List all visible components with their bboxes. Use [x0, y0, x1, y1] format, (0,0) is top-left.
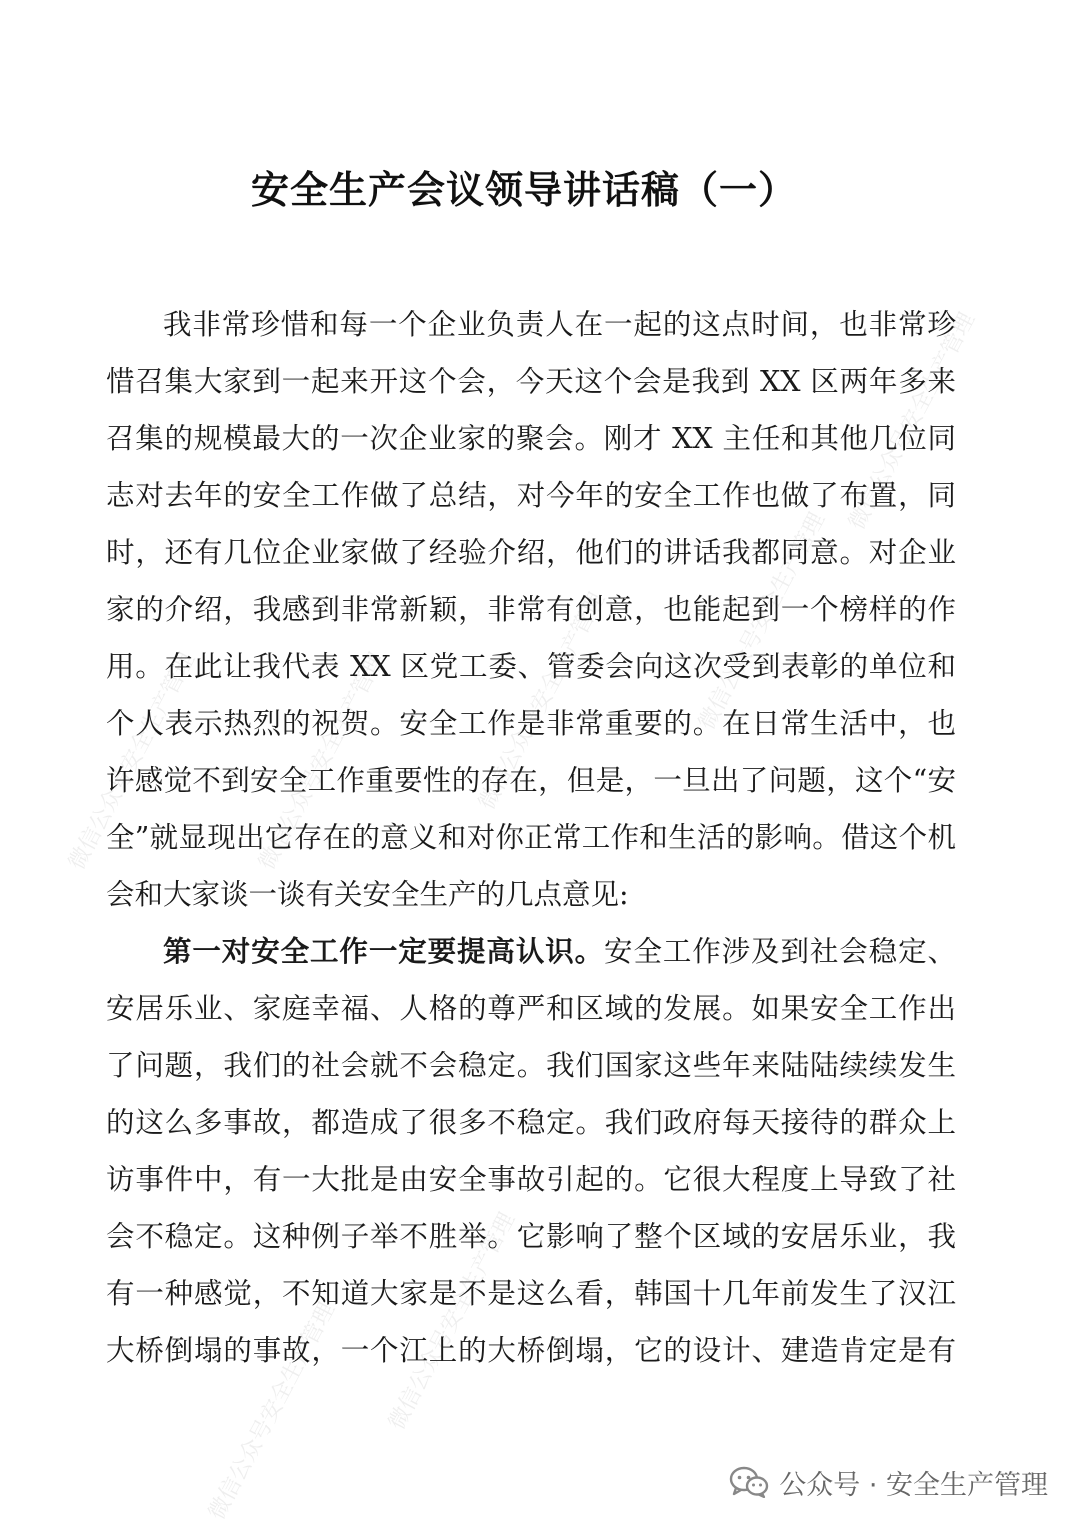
paragraph-line: 我非常珍惜和每一个企业负责人在一起的这点时间，也非常珍 [163, 308, 956, 341]
paragraph-line: 全”就显现出它存在的意义和对你正常工作和生活的影响。借这个机 [106, 821, 956, 854]
wechat-icon [729, 1466, 769, 1498]
paragraph-line: 了问题，我们的社会就不会稳定。我们国家这些年来陆陆续续发生 [106, 1049, 956, 1082]
watermark: 微信公众号安全生产管理 [384, 1208, 521, 1435]
footer-text: 公众号 · 安全生产管理 [779, 1469, 1048, 1501]
watermark: 微信公众号安全生产管理 [844, 308, 981, 535]
watermark: 微信公众号安全生产管理 [474, 588, 611, 815]
paragraph-line: 家的介绍，我感到非常新颖，非常有创意，也能起到一个榜样的作 [106, 593, 956, 626]
paragraph-line: 的这么多事故，都造成了很多不稳定。我们政府每天接待的群众上 [106, 1106, 956, 1139]
paragraph-text: 安全工作涉及到社会稳定、 [604, 935, 956, 968]
paragraph-line: 个人表示热烈的祝贺。安全工作是非常重要的。在日常生活中，也 [106, 707, 956, 740]
paragraph-line: 时，还有几位企业家做了经验介绍，他们的讲话我都同意。对企业 [106, 536, 956, 569]
watermark: 微信公众号安全生产管理 [64, 648, 201, 875]
paragraph-line [106, 923, 956, 980]
watermark: 微信公众号安全生产管理 [694, 508, 831, 735]
paragraph-line: 安居乐业、家庭幸福、人格的尊严和区域的发展。如果安全工作出 [106, 992, 956, 1025]
document-body [106, 296, 956, 1379]
paragraph-line: 会和大家谈一谈有关安全生产的几点意见: [106, 878, 629, 911]
paragraph-line: 访事件中，有一大批是由安全事故引起的。它很大程度上导致了社 [106, 1163, 956, 1196]
watermark: 微信公众号安全生产管理 [254, 648, 391, 875]
document-title: 安全生产会议领导讲话稿（一） [250, 168, 797, 212]
paragraph-line: 会不稳定。这种例子举不胜举。它影响了整个区域的安居乐业，我 [106, 1220, 956, 1253]
paragraph-line: 惜召集大家到一起来开这个会，今天这个会是我到 XX 区两年多来 [106, 365, 956, 398]
source-footer [729, 1460, 1048, 1504]
paragraph-line: 有一种感觉，不知道大家是不是这么看，韩国十几年前发生了汉江 [106, 1277, 956, 1310]
paragraph-line: 大桥倒塌的事故，一个江上的大桥倒塌，它的设计、建造肯定是有 [106, 1334, 956, 1367]
paragraph-line: 用。在此让我代表 XX 区党工委、管委会向这次受到表彰的单位和 [106, 650, 956, 683]
watermark: 微信公众号安全生产管理 [204, 1298, 341, 1525]
section-heading: 第一对安全工作一定要提高认识。 [163, 934, 605, 968]
paragraph-line: 志对去年的安全工作做了总结，对今年的安全工作也做了布置，同 [106, 479, 956, 512]
paragraph-line: 许感觉不到安全工作重要性的存在，但是，一旦出了问题，这个“安 [106, 764, 956, 797]
paragraph-line: 召集的规模最大的一次企业家的聚会。刚才 XX 主任和其他几位同 [106, 422, 956, 455]
